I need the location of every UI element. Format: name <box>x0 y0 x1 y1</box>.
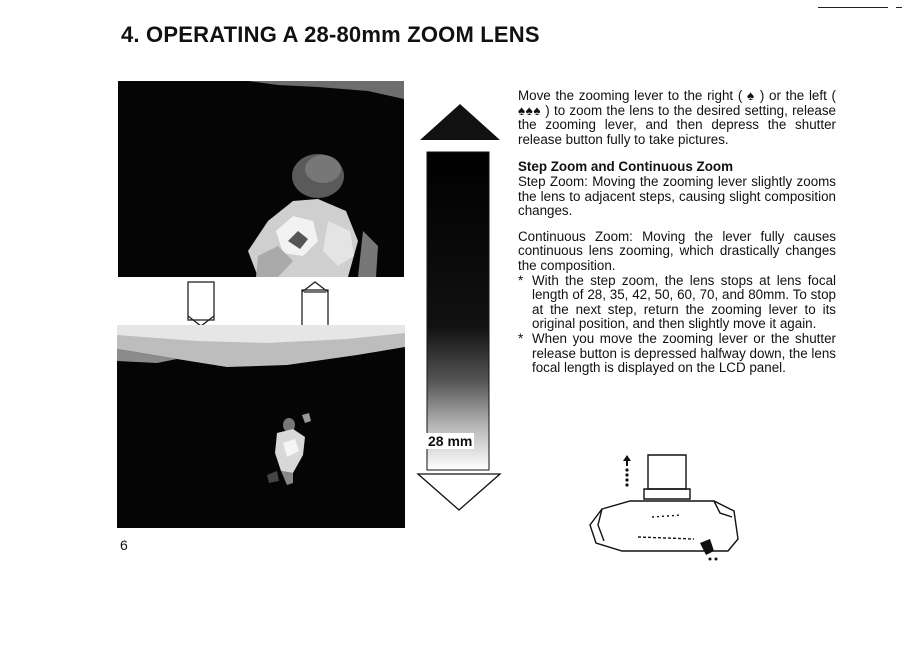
shutter-button-icon <box>700 539 718 561</box>
tele-arrow-icon <box>420 104 500 140</box>
note-text: With the step zoom, the lens stops at lens focal length of 28, 35, 42, 50, 60, 70, and 80mm. To stop at the next step, return the zooming lever to its original position, and then slightly move it again. <box>532 272 836 332</box>
wide-arrow-icon <box>418 474 500 510</box>
page-title: 4. OPERATING A 28-80mm ZOOM LENS <box>121 22 540 47</box>
camera-lens-icon <box>648 455 686 489</box>
zoom-gradient-bar <box>427 152 489 470</box>
top-dash <box>896 7 902 8</box>
zoom-lever-indicator-icon <box>623 455 631 487</box>
note-text: When you move the zooming lever or the shutter release button is depressed halfway down, the lens focal length is displayed on the LCD panel. <box>532 330 836 376</box>
instructions-text <box>518 89 836 376</box>
note-item <box>518 332 836 376</box>
down-arrow-icon <box>188 282 214 326</box>
note-marker: * <box>518 272 524 288</box>
note-marker: * <box>518 330 524 346</box>
zoom-range-diagram <box>412 100 508 512</box>
continuous-zoom-paragraph: Continuous Zoom: Moving the lever fully causes continuous lens zooming, which drastically changes the composition. <box>518 228 836 273</box>
wide-angle-photo <box>117 325 405 528</box>
focal-length-label: 28 mm <box>428 433 473 449</box>
step-zoom-heading: Step Zoom and Continuous Zoom <box>518 159 733 175</box>
page-number: 6 <box>120 537 128 553</box>
direction-arrows <box>185 280 335 330</box>
note-item <box>518 274 836 332</box>
camera-illustration <box>582 447 744 569</box>
top-rule <box>818 7 888 8</box>
step-zoom-paragraph: Step Zoom: Moving the zooming lever slightly zooms the lens to adjacent steps, causing slight composition changes. <box>518 173 836 219</box>
telephoto-photo <box>118 81 404 277</box>
intro-paragraph: Move the zooming lever to the right ( ♠ ) or the left ( ♠♠♠ ) to zoom the lens to the desired setting, release the zooming lever, and then depress the shutter release button fully to take pictures. <box>518 88 836 147</box>
up-arrow-icon <box>302 282 328 328</box>
